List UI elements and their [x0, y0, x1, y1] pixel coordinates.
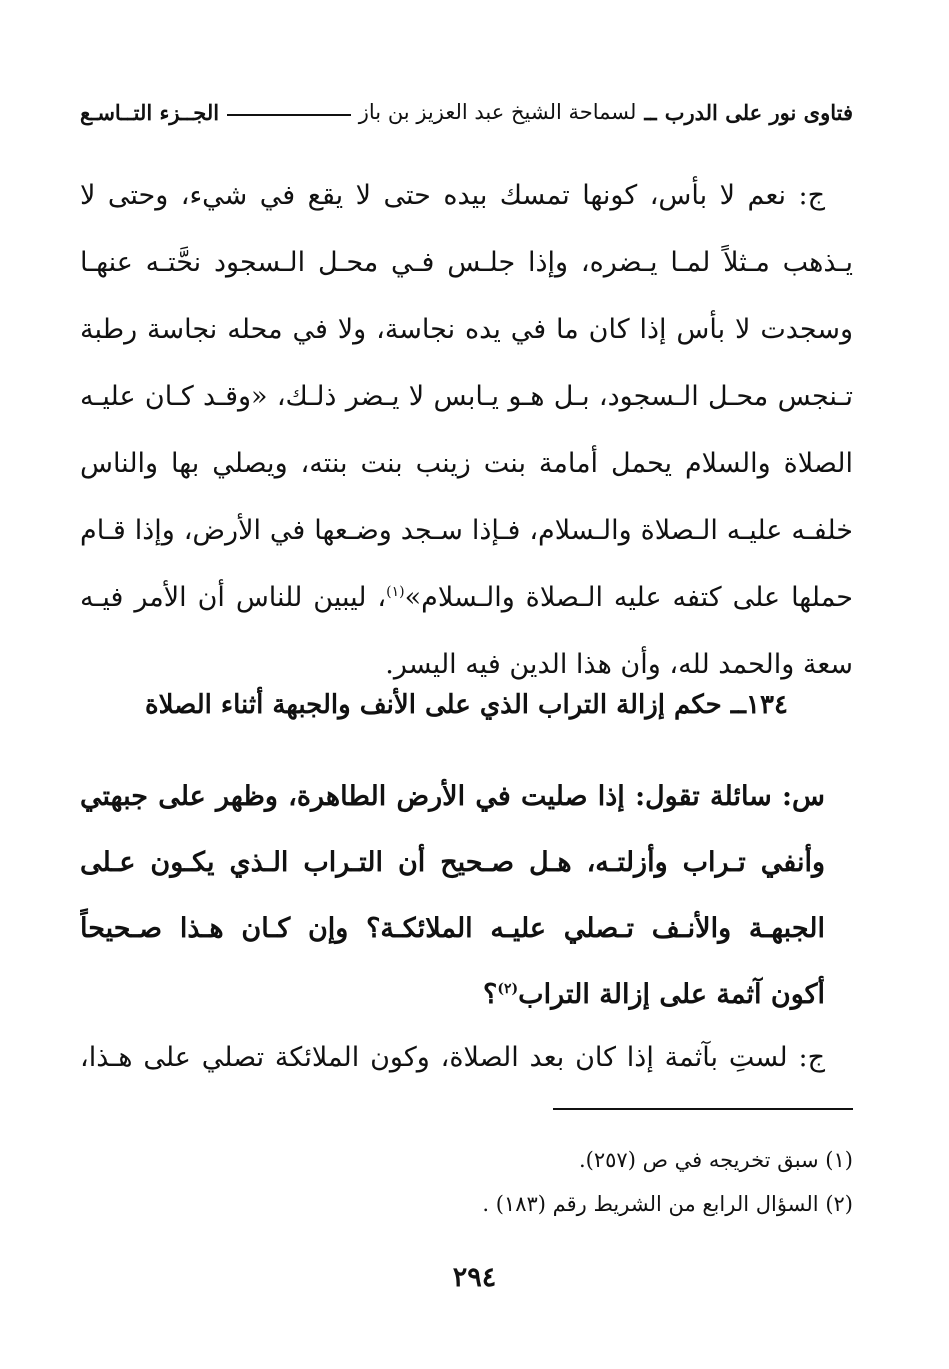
- text-segment: أكون آثمة على إزالة التراب: [518, 979, 825, 1010]
- text-line: ج: نعم لا بأس، كونها تمسك بيده حتى لا يقع في شيء، وحتى لا: [80, 180, 825, 211]
- text-line: س: سائلة تقول: إذا صليت في الأرض الطاهرة، وظهر على جبهتي: [80, 781, 825, 812]
- text-line: الصلاة والسلام يحمل أمامة بنت زينب بنت بنته، ويصلي بها والناس: [80, 448, 853, 479]
- book-title: فتاوى نور على الدرب: [664, 99, 853, 125]
- running-header: [80, 92, 853, 132]
- text-line: ج: لستِ بآثمة إذا كان بعد الصلاة، وكون الملائكة تصلي على هـذا،: [80, 1042, 825, 1073]
- text-line: [80, 564, 853, 631]
- text-segment: حملها على كتفه عليه الـصلاة والـسلام»: [404, 582, 853, 613]
- footnote-2: (٢) السؤال الرابع من الشريط رقم (١٨٣) .: [482, 1192, 853, 1216]
- text-line: خلفـه عليـه الـصلاة والـسلام، فـإذا سـجد وضـعها في الأرض، وإذا قـام: [80, 515, 853, 546]
- text-line: الجبهـة والأنـف تـصلي عليـه الملائكـة؟ وإن كـان هـذا صـحيحاً: [80, 913, 825, 944]
- text-segment: ؟: [483, 979, 498, 1010]
- volume-label: الجــزء التــاسـع: [80, 99, 220, 125]
- author-name: لسماحة الشيخ عبد العزيز بن باز: [358, 100, 637, 124]
- section-heading: ١٣٤ــ حكم إزالة التراب الذي على الأنف والجبهة أثناء الصلاة: [145, 690, 788, 720]
- header-rule: [227, 114, 351, 116]
- answer-paragraph-1: [80, 162, 853, 698]
- text-line: تـنجس محـل الـسجود، بـل هـو يـابس لا يـضر ذلـك، «وقـد كـان عليـه: [80, 381, 853, 412]
- text-line: سعة والحمد لله، وأن هذا الدين فيه اليسر.: [385, 649, 853, 680]
- answer-paragraph-2: [80, 1024, 853, 1091]
- footnote-divider: [553, 1108, 853, 1110]
- footnote-ref-1: (١): [386, 584, 405, 600]
- question-paragraph: [80, 764, 853, 1028]
- text-segment: ، ليبين للناس أن الأمر فيـه: [80, 582, 387, 613]
- footnote-1: (١) سبق تخريجه في ص (٢٥٧).: [579, 1148, 853, 1172]
- text-line: [80, 962, 853, 1028]
- footnotes: [300, 1138, 853, 1226]
- header-separator: ــ: [644, 99, 657, 125]
- text-line: وأنفي تـراب وأزلتـه، هـل صـحيح أن التـراب الـذي يكـون عـلى: [80, 847, 825, 878]
- text-line: وسجدت لا بأس إذا كان ما في يده نجاسة، ولا في محله نجاسة رطبة: [80, 314, 853, 345]
- footnote-ref-2: (٢): [497, 981, 519, 997]
- text-line: يـذهب مـثلاً لمـا يـضره، وإذا جلـس فـي محـل الـسجود نحَّتـه عنهـا: [80, 247, 853, 278]
- page-number: ٢٩٤: [452, 1262, 497, 1293]
